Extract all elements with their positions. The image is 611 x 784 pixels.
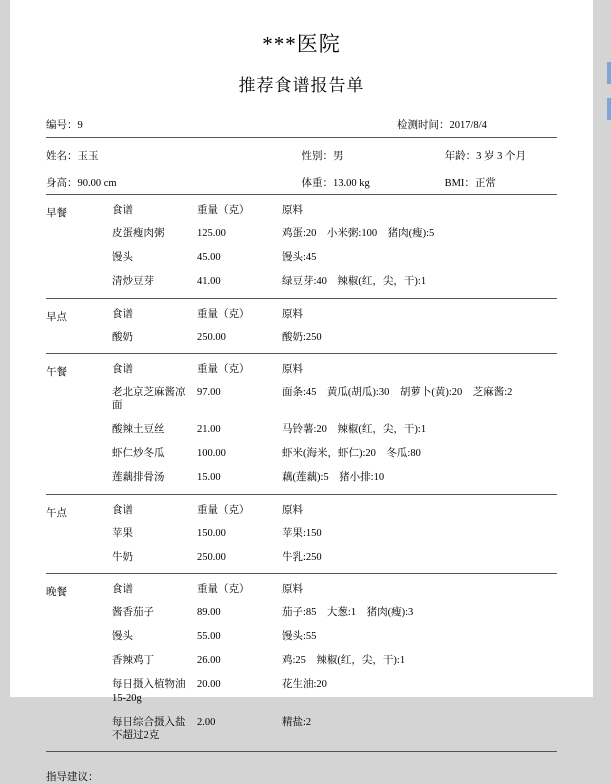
meal-section (46, 495, 557, 574)
cell-dish: 酱香茄子 (112, 607, 154, 618)
patient-name: 姓名：玉玉 (46, 151, 99, 162)
table-row (112, 527, 557, 540)
cell-weight: 45.00 (197, 252, 221, 264)
cell-weight: 100.00 (197, 448, 226, 460)
cell-dish: 苹果 (112, 527, 133, 539)
page-title: 推荐食谱报告单 (238, 76, 365, 95)
meta-row (46, 117, 557, 138)
table-row (112, 654, 557, 667)
cell-ingredients: 馒头:45 (282, 252, 317, 264)
cell-dish: 香辣鸡丁 (112, 655, 154, 667)
table-row (112, 423, 557, 436)
cell-weight: 20.00 (197, 679, 221, 691)
cell-weight: 26.00 (197, 655, 221, 667)
cell-dish: 老北京芝麻酱凉面 (112, 386, 186, 411)
table-row (112, 471, 557, 484)
column-header-ingredients: 原料 (282, 205, 303, 216)
report-page (10, 0, 593, 783)
cell-dish: 牛奶 (112, 551, 133, 563)
meal-label: 午点 (46, 507, 67, 519)
meal-section (46, 574, 557, 752)
cell-dish: 清炒豆芽 (112, 276, 154, 288)
column-header-ingredients: 原料 (282, 363, 303, 375)
cell-ingredients: 鸡蛋:20 小米粥:100 猪肉(瘦):5 (282, 228, 435, 240)
cell-weight: 97.00 (197, 386, 221, 398)
scroll-marker-bottom[interactable] (607, 98, 611, 120)
meal-table (112, 204, 557, 289)
cell-weight: 21.00 (197, 424, 221, 436)
patient-info-row-2 (46, 175, 557, 190)
column-header-weight: 重量（克） (197, 205, 250, 216)
hospital-name: ***医院 (262, 32, 341, 56)
table-row (112, 331, 557, 344)
table-row (112, 386, 557, 412)
meal-table (112, 363, 557, 485)
table-header-row (112, 204, 557, 217)
cell-ingredients: 绿豆芽:40 辣椒(红，尖，干):1 (282, 276, 427, 288)
patient-weight: 体重：13.00 kg (301, 178, 370, 189)
cell-ingredients: 鸡:25 辣椒(红，尖，干):1 (282, 655, 406, 667)
cell-weight: 2.00 (197, 716, 216, 728)
cell-weight: 250.00 (197, 331, 226, 343)
cell-weight: 55.00 (197, 631, 221, 643)
table-row (112, 551, 557, 564)
column-header-weight: 重量（克） (197, 363, 250, 375)
table-row (112, 227, 557, 240)
column-header-weight: 重量（克） (197, 308, 250, 320)
table-row (112, 716, 557, 742)
cell-dish: 莲藕排骨汤 (112, 472, 165, 484)
column-header-ingredients: 原料 (282, 583, 303, 595)
report-id: 编号：9 (46, 120, 83, 131)
cell-weight: 41.00 (197, 276, 221, 288)
column-header-ingredients: 原料 (282, 504, 303, 516)
cell-ingredients: 精盐:2 (282, 716, 312, 728)
cell-ingredients: 面条:45 黄瓜(胡瓜):30 胡萝卜(黄):20 芝麻酱:2 (282, 386, 513, 398)
meal-table (112, 583, 557, 742)
table-row (112, 447, 557, 460)
column-header-dish: 食谱 (112, 205, 133, 216)
column-header-weight: 重量（克） (197, 583, 250, 595)
column-header-dish: 食谱 (112, 308, 133, 320)
table-header-row (112, 583, 557, 596)
cell-dish: 每日综合摄入盐不超过2克 (112, 716, 186, 741)
cell-ingredients: 花生油:20 (282, 679, 327, 691)
cell-ingredients: 牛乳:250 (282, 551, 322, 563)
cell-weight: 250.00 (197, 551, 226, 563)
meal-table (112, 308, 557, 344)
meal-section (46, 195, 557, 299)
cell-dish: 虾仁炒冬瓜 (112, 448, 165, 460)
cell-ingredients: 虾米(海米，虾仁):20 冬瓜:80 (282, 448, 421, 460)
cell-weight: 150.00 (197, 527, 226, 539)
meals-container (46, 195, 557, 752)
patient-age: 年龄：3 岁 3 个月 (444, 151, 526, 162)
table-row (112, 678, 557, 704)
cell-weight: 15.00 (197, 472, 221, 484)
table-header-row (112, 308, 557, 321)
cell-dish: 皮蛋瘦肉粥 (112, 228, 165, 240)
table-row (112, 630, 557, 643)
patient-gender: 性别：男 (301, 151, 344, 162)
advice-label: 指导建议： (46, 771, 99, 783)
cell-dish: 每日摄入植物油15-20g (112, 679, 186, 704)
patient-info-block (46, 148, 557, 195)
meal-section (46, 299, 557, 354)
meal-label: 早点 (46, 311, 67, 323)
cell-dish: 馒头 (112, 631, 133, 643)
table-row (112, 251, 557, 264)
column-header-weight: 重量（克） (197, 504, 250, 516)
meal-label: 午餐 (46, 366, 67, 378)
column-header-dish: 食谱 (112, 363, 133, 375)
cell-dish: 酸奶 (112, 331, 133, 343)
cell-ingredients: 馒头:55 (282, 631, 317, 643)
meal-label: 早餐 (46, 208, 67, 219)
scroll-marker-top[interactable] (607, 62, 611, 84)
patient-height: 身高：90.00 cm (46, 178, 117, 189)
cell-weight: 89.00 (197, 607, 221, 618)
cell-ingredients: 藕(莲藕):5 猪小排:10 (282, 472, 385, 484)
table-row (112, 275, 557, 288)
cell-ingredients: 茄子:85 大葱:1 猪肉(瘦):3 (282, 607, 414, 618)
meal-section (46, 354, 557, 495)
column-header-dish: 食谱 (112, 504, 133, 516)
cell-dish: 馒头 (112, 252, 133, 264)
cell-weight: 125.00 (197, 228, 226, 240)
report-document (10, 0, 593, 784)
cell-ingredients: 马铃薯:20 辣椒(红，尖，干):1 (282, 424, 427, 436)
cell-ingredients: 苹果:150 (282, 527, 322, 539)
column-header-ingredients: 原料 (282, 308, 303, 320)
column-header-dish: 食谱 (112, 583, 133, 595)
table-header-row (112, 504, 557, 517)
cell-dish: 酸辣土豆丝 (112, 424, 165, 436)
right-gutter (593, 0, 611, 705)
table-row (112, 606, 557, 619)
cell-ingredients: 酸奶:250 (282, 331, 322, 343)
meal-table (112, 504, 557, 564)
patient-bmi: BMI：正常 (444, 178, 496, 189)
meal-label: 晚餐 (46, 586, 67, 598)
patient-info-row-1 (46, 148, 557, 163)
table-header-row (112, 363, 557, 376)
report-date: 检测时间：2017/8/4 (397, 120, 487, 131)
